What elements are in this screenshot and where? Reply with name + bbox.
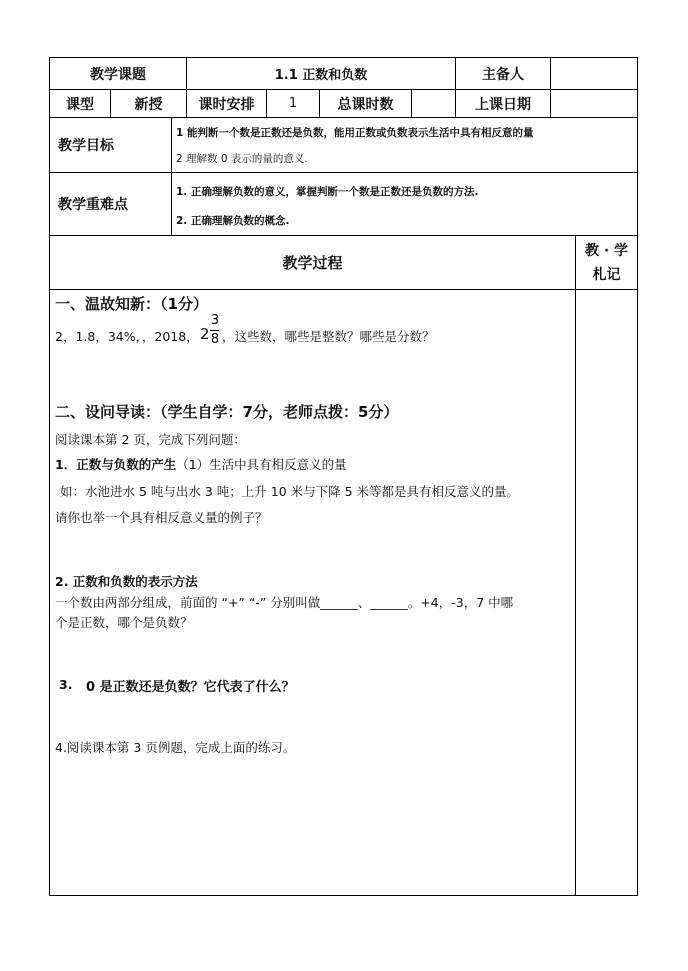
section-2-intro: 阅读课本第 2 页，完成下列问题： <box>55 432 246 447</box>
notes-label-line-2: 札记 <box>592 267 621 283</box>
lesson-label: 课时安排 <box>198 96 255 113</box>
col-divider-objectives <box>171 117 172 236</box>
type-label: 课型 <box>66 96 94 113</box>
section-1-title: 一、温故知新：（1分） <box>55 295 208 313</box>
question-1-ask: 请你也举一个具有相反意义量的例子？ <box>55 510 268 525</box>
row-divider-5 <box>49 289 638 290</box>
section-2-title: 二、设问导读：（学生自学：7分，老师点拨：5分） <box>55 403 399 421</box>
col-divider-notes <box>575 235 576 896</box>
preparer-value <box>551 58 637 89</box>
topic-label: 教学课题 <box>90 66 146 83</box>
question-3-text: 0 是正数还是负数？它代表了什么？ <box>86 680 295 695</box>
question-2-line-2: 个是正数，哪个是负数？ <box>55 615 193 630</box>
question-1-example: 如：水池进水 5 吨与出水 3 吨；上升 10 米与下降 5 米等都是具有相反意义的量。 <box>60 484 520 499</box>
preparer-label: 主备人 <box>482 66 524 83</box>
key-points-item-1: 1. 正确理解负数的意义，掌握判断一个数是正数还是负数的方法. <box>176 186 479 198</box>
question-4-text: 4.阅读课本第 3 页例题，完成上面的练习。 <box>55 740 296 755</box>
objectives-item-2: 2 理解数 0 表示的量的意义. <box>176 153 308 165</box>
key-points-item-2: 2. 正确理解负数的概念. <box>176 215 290 227</box>
objectives-label: 教学目标 <box>58 138 114 154</box>
date-value <box>551 90 637 117</box>
mixed-number-whole: 2 <box>200 325 210 343</box>
notes-label-line-1: 教 · 学 <box>584 243 629 259</box>
process-label: 教学过程 <box>282 254 343 272</box>
question-3-number: 3. <box>59 677 73 692</box>
section-1-text-prefix: 2，1.8，34%，，2018， <box>55 329 199 344</box>
key-points-label: 教学重难点 <box>58 197 128 213</box>
table-border-left <box>49 57 50 896</box>
lesson-value: 1 <box>288 96 298 111</box>
mixed-number-numerator: 3 <box>210 313 220 328</box>
total-value <box>412 90 455 117</box>
question-1-title: 1．正数与负数的产生 <box>55 457 177 472</box>
section-1-text-suffix: ，这些数，哪些是整数？哪些是分数？ <box>222 329 435 344</box>
objectives-item-1: 1 能判断一个数是正数还是负数，能用正数或负数表示生活中具有相反意的量 <box>176 127 534 139</box>
type-value: 新授 <box>134 96 163 113</box>
table-border-bottom <box>49 895 638 896</box>
question-2-title: 2. 正数和负数的表示方法 <box>55 574 198 589</box>
question-1-subtitle: （1）生活中具有相反意义的量 <box>176 457 347 472</box>
question-2-line-1: 一个数由两部分组成，前面的 “+” “-” 分别叫做______、______。+4，-3，7 中哪 <box>55 595 514 610</box>
question-1-line <box>55 455 347 473</box>
fraction-bar <box>210 330 219 331</box>
date-label: 上课日期 <box>475 96 531 113</box>
table-border-right <box>637 57 638 896</box>
mixed-number-denominator: 8 <box>210 332 220 347</box>
topic-value: 1.1 正数和负数 <box>274 68 368 83</box>
total-label: 总课时数 <box>337 96 394 113</box>
